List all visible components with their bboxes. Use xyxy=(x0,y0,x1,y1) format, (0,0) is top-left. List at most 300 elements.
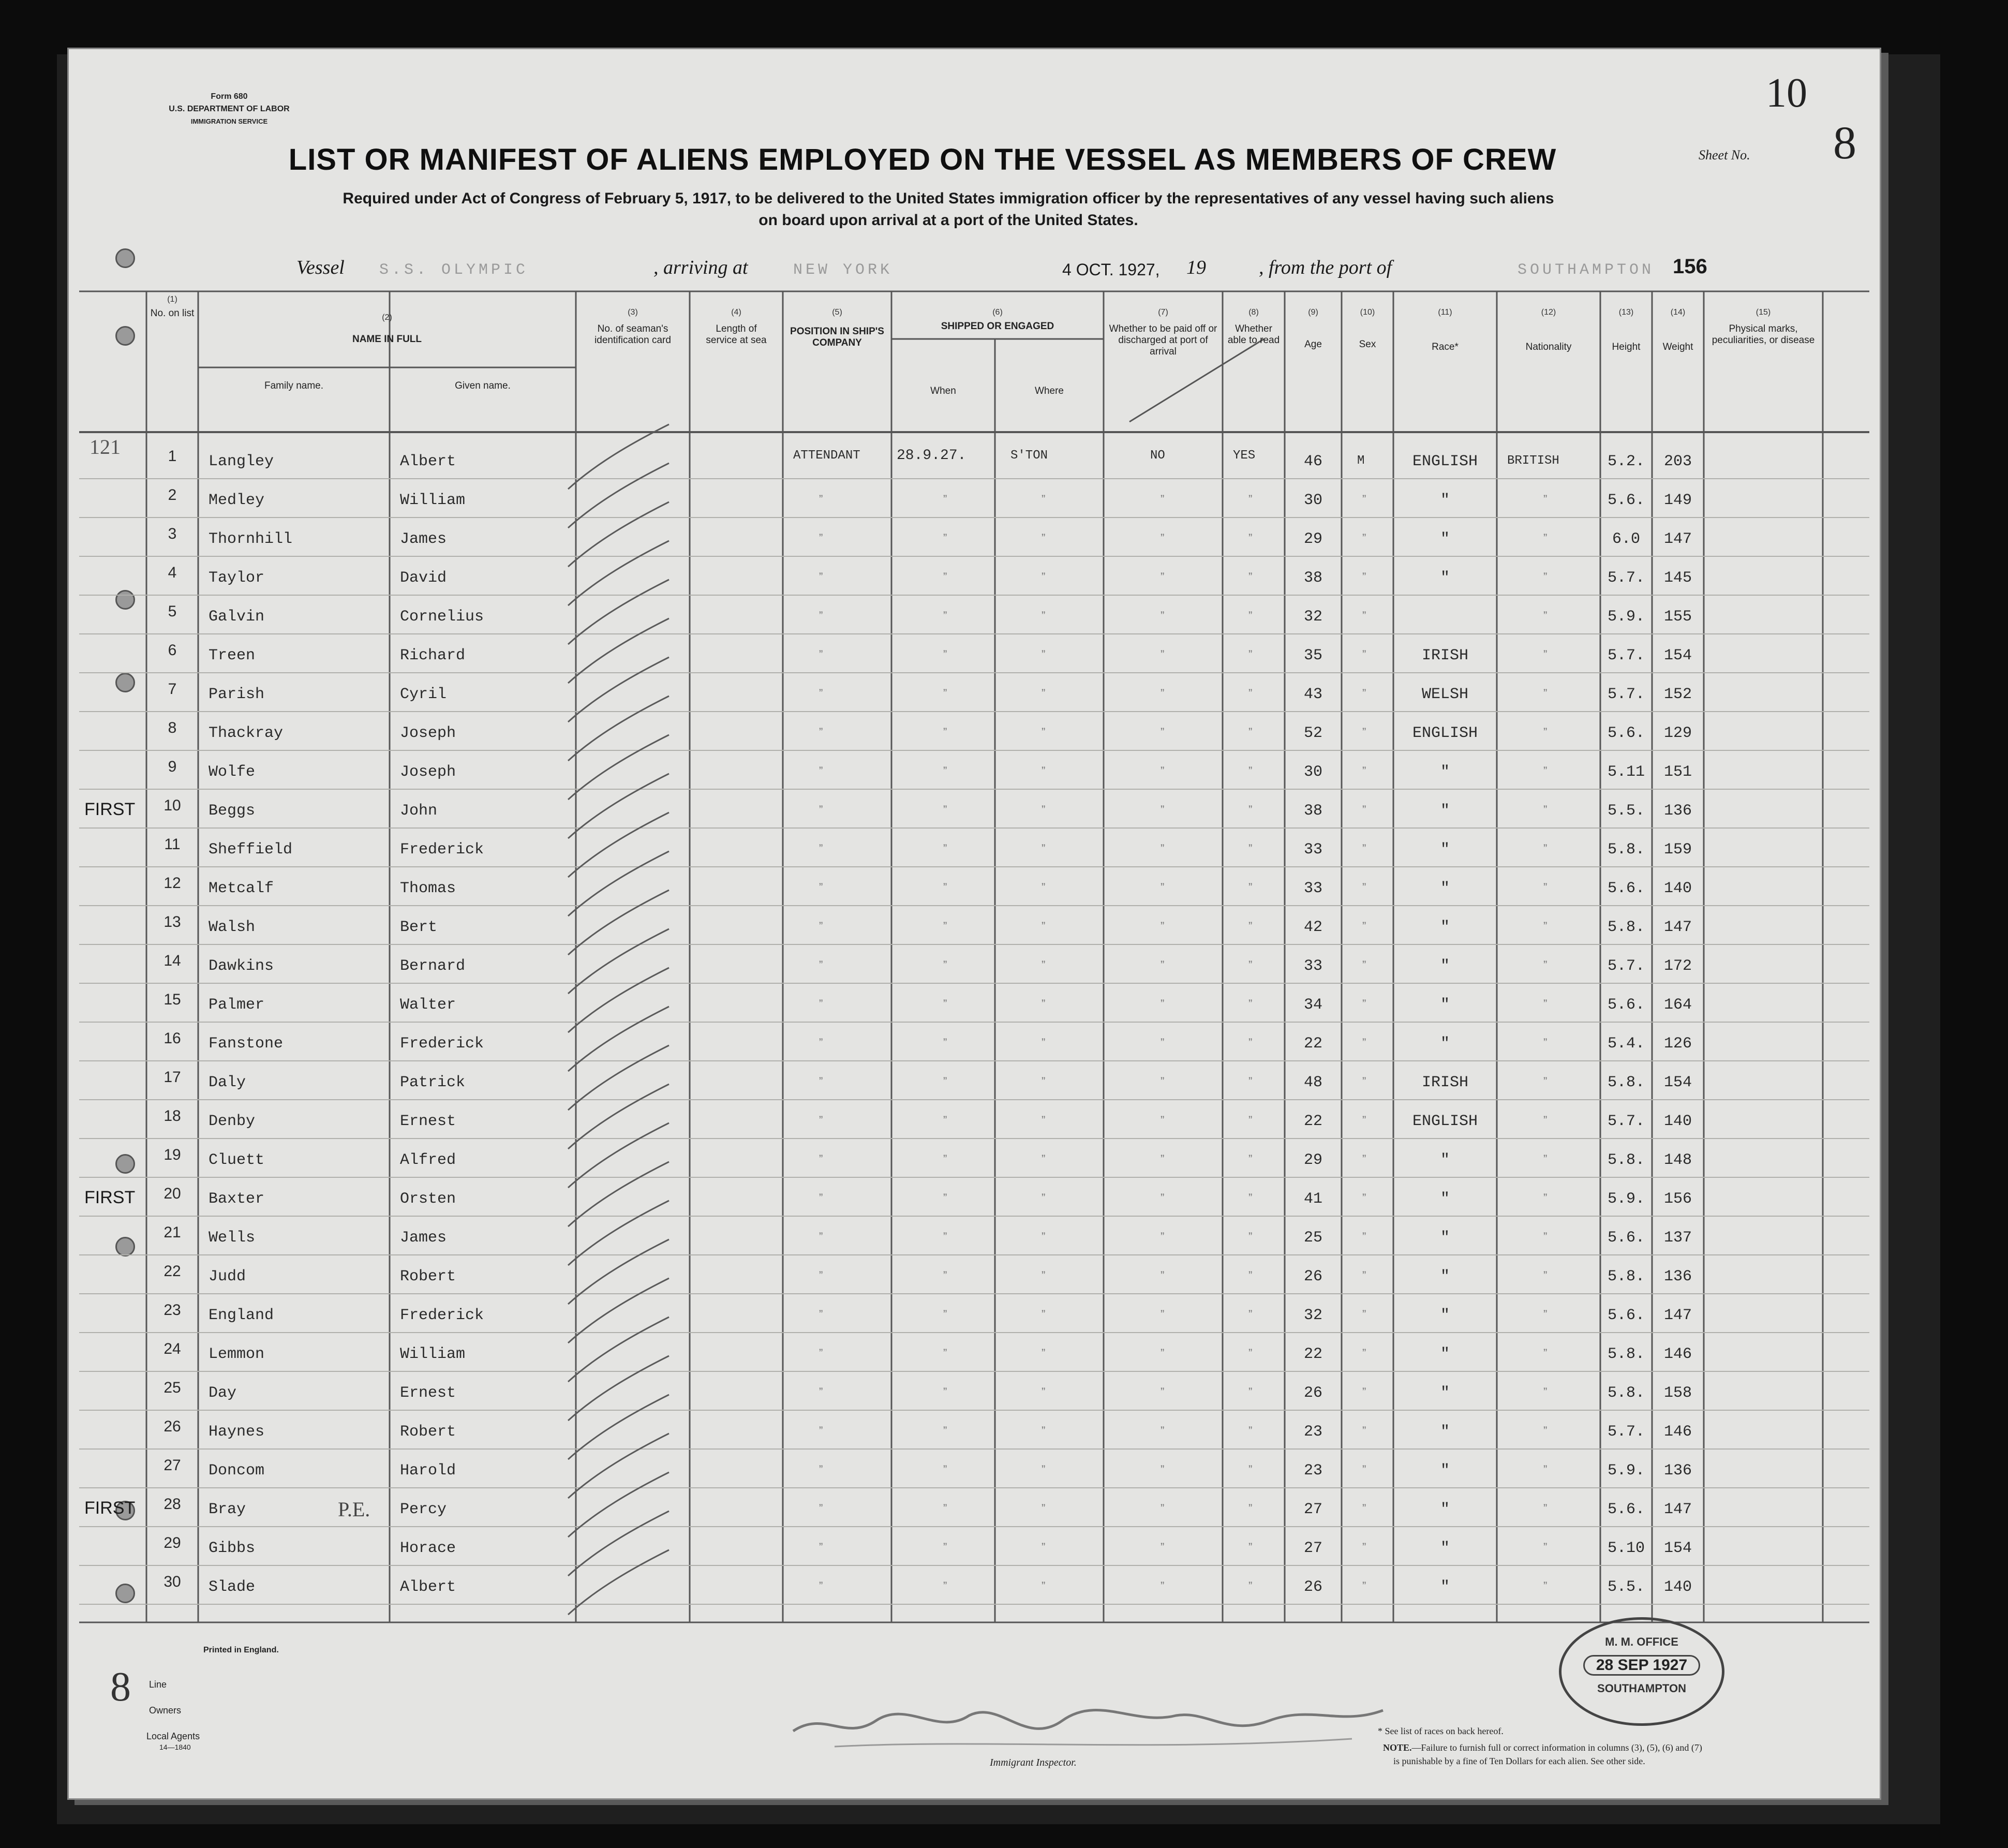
col-header-when: When xyxy=(930,386,956,396)
col-header-height: Height xyxy=(1612,342,1641,352)
row-race: " xyxy=(1440,1268,1450,1285)
row-weight: 147 xyxy=(1663,1307,1692,1324)
ditto-mark: ” xyxy=(1248,1347,1253,1359)
ditto-mark: ” xyxy=(1248,1541,1253,1554)
footnote-fine: is punishable by a fine of Ten Dollars for each alien. See other side. xyxy=(1393,1756,1645,1766)
ditto-mark: ” xyxy=(1362,1114,1366,1127)
row-given: Albert xyxy=(400,453,456,470)
col14-num: (14) xyxy=(1670,308,1686,317)
ditto-mark: ” xyxy=(819,687,823,700)
read-value: YES xyxy=(1233,449,1256,463)
inspector-label: Immigrant Inspector. xyxy=(990,1757,1077,1768)
row-age: 41 xyxy=(1303,1190,1322,1208)
row-height: 5.5. xyxy=(1607,802,1645,820)
row-height: 5.6. xyxy=(1607,492,1645,509)
row-race: IRISH xyxy=(1421,647,1468,664)
row-family: Parish xyxy=(209,686,265,703)
ditto-mark: ” xyxy=(1161,1424,1165,1437)
ditto-mark: ” xyxy=(1248,803,1253,816)
row-weight: 129 xyxy=(1663,725,1692,742)
row-family: Sheffield xyxy=(209,841,293,859)
ditto-mark: ” xyxy=(1362,493,1366,506)
row-race: " xyxy=(1440,880,1450,897)
ditto-mark: ” xyxy=(1543,842,1548,855)
check-stroke xyxy=(568,1162,669,1226)
col15-num: (15) xyxy=(1756,308,1771,317)
ditto-mark: ” xyxy=(1042,609,1046,622)
ditto-mark: ” xyxy=(1248,1424,1253,1437)
col5-num: (5) xyxy=(832,308,842,317)
row-age: 52 xyxy=(1303,725,1322,742)
margin-label: FIRST xyxy=(84,800,136,819)
ditto-mark: ” xyxy=(1161,1191,1165,1204)
ditto-mark: ” xyxy=(1362,1075,1366,1088)
ditto-mark: ” xyxy=(1362,570,1366,583)
row-no: 8 xyxy=(168,719,177,736)
col-header-service: Length of service at sea xyxy=(706,323,767,346)
check-stroke xyxy=(568,1395,669,1459)
ditto-mark: ” xyxy=(1362,1152,1366,1165)
row-family: Taylor xyxy=(209,569,265,587)
ditto-mark: ” xyxy=(1161,1230,1165,1243)
ditto-mark: ” xyxy=(1543,1502,1548,1515)
ditto-mark: ” xyxy=(943,1579,947,1592)
col-header-read: Whether able to read xyxy=(1227,323,1280,346)
row-given: David xyxy=(400,569,447,587)
ditto-mark: ” xyxy=(1161,1308,1165,1321)
row-height: 5.8. xyxy=(1607,1268,1645,1285)
col11-num: (11) xyxy=(1438,308,1452,317)
row-family: Treen xyxy=(209,647,256,664)
ditto-mark: ” xyxy=(1161,1269,1165,1282)
row-age: 34 xyxy=(1303,996,1322,1014)
row-no: 30 xyxy=(163,1573,181,1590)
ditto-mark: ” xyxy=(819,1424,823,1437)
check-stroke xyxy=(568,1201,669,1265)
ditto-mark: ” xyxy=(1248,1230,1253,1243)
row-race: " xyxy=(1440,1346,1450,1363)
manifest-page xyxy=(67,48,1881,1800)
margin-label: FIRST xyxy=(84,1498,136,1518)
col7-num: (7) xyxy=(1158,308,1168,317)
ditto-mark: ” xyxy=(943,881,947,894)
ditto-mark: ” xyxy=(1543,1269,1548,1282)
ditto-mark: ” xyxy=(819,1036,823,1049)
row-family: Slade xyxy=(209,1578,256,1596)
row-height: 5.8. xyxy=(1607,841,1645,859)
ditto-mark: ” xyxy=(1042,648,1046,661)
ditto-mark: ” xyxy=(819,648,823,661)
row-family: Baxter xyxy=(209,1190,265,1208)
row-weight: 152 xyxy=(1663,686,1692,703)
ditto-mark: ” xyxy=(943,1308,947,1321)
row-race: " xyxy=(1440,1423,1450,1441)
row-no: 15 xyxy=(163,991,181,1008)
ditto-mark: ” xyxy=(819,842,823,855)
row-race: " xyxy=(1440,996,1450,1014)
card-check-marks xyxy=(568,424,669,1615)
sheet-number: 8 xyxy=(1833,117,1856,169)
ditto-mark: ” xyxy=(819,1541,823,1554)
row-given: Robert xyxy=(400,1423,456,1441)
row-height: 5.7. xyxy=(1607,957,1645,975)
ditto-mark: ” xyxy=(1161,881,1165,894)
row-height: 5.11 xyxy=(1607,763,1645,781)
ditto-mark: ” xyxy=(819,1385,823,1398)
row-given: Joseph xyxy=(400,725,456,742)
row-family: Haynes xyxy=(209,1423,265,1441)
nationality-value: BRITISH xyxy=(1507,454,1559,468)
row-weight: 155 xyxy=(1663,608,1692,626)
row-height: 5.6. xyxy=(1607,725,1645,742)
ditto-mark: ” xyxy=(1042,1308,1046,1321)
row-height: 5.6. xyxy=(1607,1307,1645,1324)
ditto-mark: ” xyxy=(1042,1347,1046,1359)
row-family: Wells xyxy=(209,1229,256,1247)
row-given: Cornelius xyxy=(400,608,484,626)
check-stroke xyxy=(568,1278,669,1343)
ditto-mark: ” xyxy=(943,1424,947,1437)
row-weight: 147 xyxy=(1663,530,1692,548)
row-race: " xyxy=(1440,1190,1450,1208)
row-age: 22 xyxy=(1303,1113,1322,1130)
sheet-label: Sheet No. xyxy=(1699,147,1750,162)
row-age: 48 xyxy=(1303,1074,1322,1091)
row-given: Albert xyxy=(400,1578,456,1596)
row-no: 14 xyxy=(163,952,181,969)
line-number: 8 xyxy=(110,1664,131,1710)
ditto-mark: ” xyxy=(1362,1502,1366,1515)
ditto-mark: ” xyxy=(819,1269,823,1282)
manifest-number: 156 xyxy=(1673,255,1707,278)
row-age: 42 xyxy=(1303,919,1322,936)
row-weight: 140 xyxy=(1663,1113,1692,1130)
ditto-mark: ” xyxy=(943,1347,947,1359)
ditto-mark: ” xyxy=(1161,1347,1165,1359)
ditto-mark: ” xyxy=(943,1191,947,1204)
ditto-mark: ” xyxy=(1362,1579,1366,1592)
ditto-mark: ” xyxy=(1543,1385,1548,1398)
ditto-mark: ” xyxy=(1042,1075,1046,1088)
ditto-mark: ” xyxy=(1161,1463,1165,1476)
row-race: " xyxy=(1440,1307,1450,1324)
row-age: 38 xyxy=(1303,569,1322,587)
ditto-mark: ” xyxy=(1248,1075,1253,1088)
ditto-mark: ” xyxy=(1362,1385,1366,1398)
ditto-mark: ” xyxy=(1362,1347,1366,1359)
row-race: " xyxy=(1440,569,1450,587)
row-weight: 147 xyxy=(1663,1501,1692,1518)
check-stroke xyxy=(568,968,669,1032)
col-header-position: POSITION IN SHIP'S COMPANY xyxy=(790,326,884,348)
row-race: " xyxy=(1440,919,1450,936)
row-race: IRISH xyxy=(1421,1074,1468,1091)
row-no: 27 xyxy=(163,1457,181,1474)
ditto-mark: ” xyxy=(1161,1541,1165,1554)
ditto-mark: ” xyxy=(819,531,823,544)
ditto-mark: ” xyxy=(1161,920,1165,933)
ditto-mark: ” xyxy=(1248,726,1253,738)
row-no: 29 xyxy=(163,1534,181,1551)
row-weight: 151 xyxy=(1663,763,1692,781)
row-height: 5.8. xyxy=(1607,1384,1645,1402)
ditto-mark: ” xyxy=(1042,531,1046,544)
row-family: England xyxy=(209,1307,274,1324)
ditto-mark: ” xyxy=(1543,881,1548,894)
ditto-mark: ” xyxy=(1543,1463,1548,1476)
ditto-mark: ” xyxy=(1248,648,1253,661)
subtitle-line-1: Required under Act of Congress of February 5, 1917, to be delivered to the United States immigration officer by the representatives of any vessel having such aliens xyxy=(343,190,1554,207)
vessel-name: S.S. OLYMPIC xyxy=(379,261,529,279)
col-header-shipped: SHIPPED OR ENGAGED xyxy=(941,321,1054,332)
page-title: LIST OR MANIFEST OF ALIENS EMPLOYED ON THE VESSEL AS MEMBERS OF CREW xyxy=(288,143,1557,176)
row-family: Galvin xyxy=(209,608,265,626)
ditto-mark: ” xyxy=(1543,803,1548,816)
ditto-mark: ” xyxy=(943,570,947,583)
footnote-races: * See list of races on back hereof. xyxy=(1378,1726,1504,1736)
col12-num: (12) xyxy=(1541,308,1556,317)
row-family: Metcalf xyxy=(209,880,274,897)
row-age: 33 xyxy=(1303,957,1322,975)
row-race: ENGLISH xyxy=(1412,725,1478,742)
ditto-mark: ” xyxy=(943,648,947,661)
ditto-mark: ” xyxy=(819,1347,823,1359)
check-stroke xyxy=(568,618,669,683)
ditto-mark: ” xyxy=(1042,1036,1046,1049)
ditto-mark: ” xyxy=(1543,1191,1548,1204)
ditto-mark: ” xyxy=(1161,687,1165,700)
check-stroke xyxy=(568,851,669,916)
row-height: 5.6. xyxy=(1607,1229,1645,1247)
ditto-mark: ” xyxy=(1042,1385,1046,1398)
row-age: 22 xyxy=(1303,1346,1322,1363)
ditto-mark: ” xyxy=(1042,1269,1046,1282)
ditto-mark: ” xyxy=(1543,1230,1548,1243)
ditto-mark: ” xyxy=(1161,1075,1165,1088)
row-given: John xyxy=(400,802,438,820)
year-label: 19 xyxy=(1186,257,1206,278)
row-family: Palmer xyxy=(209,996,265,1014)
row-race: ENGLISH xyxy=(1412,1113,1478,1130)
row-weight: 136 xyxy=(1663,1462,1692,1480)
ditto-mark: ” xyxy=(1161,1579,1165,1592)
row-family: Daly xyxy=(209,1074,246,1091)
check-stroke xyxy=(568,1511,669,1576)
ditto-mark: ” xyxy=(1543,1308,1548,1321)
row-family: Langley xyxy=(209,453,274,470)
row-race: " xyxy=(1440,1151,1450,1169)
row-given: Horace xyxy=(400,1540,456,1557)
ditto-mark: ” xyxy=(943,1385,947,1398)
ditto-mark: ” xyxy=(1362,803,1366,816)
row-age: 46 xyxy=(1303,453,1322,470)
ditto-mark: ” xyxy=(819,609,823,622)
arrival-date: 4 OCT. 1927, xyxy=(1062,260,1160,279)
ditto-mark: ” xyxy=(1161,1152,1165,1165)
col-header-race: Race* xyxy=(1432,342,1459,352)
ditto-mark: ” xyxy=(1248,1191,1253,1204)
check-stroke xyxy=(568,1123,669,1188)
row-age: 22 xyxy=(1303,1035,1322,1053)
row-height: 5.8. xyxy=(1607,1151,1645,1169)
ditto-mark: ” xyxy=(1248,1036,1253,1049)
ditto-mark: ” xyxy=(819,1463,823,1476)
ditto-mark: ” xyxy=(1543,1347,1548,1359)
row-weight: 158 xyxy=(1663,1384,1692,1402)
row-race: WELSH xyxy=(1421,686,1468,703)
owners-label: Owners xyxy=(149,1705,182,1716)
shipped-when: 28.9.27. xyxy=(897,448,966,464)
row-given: Orsten xyxy=(400,1190,456,1208)
ditto-mark: ” xyxy=(1042,1230,1046,1243)
check-stroke xyxy=(568,1084,669,1149)
col-header-family: Family name. xyxy=(264,380,324,391)
col-header-marks: Physical marks, peculiarities, or disease xyxy=(1712,323,1815,346)
row-given: Bert xyxy=(400,919,438,936)
row-family: Dawkins xyxy=(209,957,274,975)
office-stamp xyxy=(1559,1617,1724,1726)
row-no: 6 xyxy=(168,642,177,659)
footnote-penalty xyxy=(1383,1742,1702,1753)
check-stroke xyxy=(568,541,669,605)
line-label: Line xyxy=(149,1679,167,1690)
ditto-mark: ” xyxy=(1042,570,1046,583)
ditto-mark: ” xyxy=(943,1114,947,1127)
form-number: Form 680 xyxy=(211,92,248,101)
check-stroke xyxy=(568,1007,669,1071)
row-family: Thornhill xyxy=(209,530,293,548)
row-family: Doncom xyxy=(209,1462,265,1480)
row-race: " xyxy=(1440,492,1450,509)
ditto-mark: ” xyxy=(943,726,947,738)
row-weight: 172 xyxy=(1663,957,1692,975)
row-no: 12 xyxy=(163,875,181,892)
row-no: 1 xyxy=(168,448,177,465)
row-given: Robert xyxy=(400,1268,456,1285)
row-family: Medley xyxy=(209,492,265,509)
row-race: " xyxy=(1440,802,1450,820)
ditto-mark: ” xyxy=(1543,687,1548,700)
col-header-weight: Weight xyxy=(1662,342,1693,352)
row-weight: 140 xyxy=(1663,880,1692,897)
ditto-mark: ” xyxy=(1248,920,1253,933)
row-race: " xyxy=(1440,1540,1450,1557)
row-family: Day xyxy=(209,1384,237,1402)
row-age: 23 xyxy=(1303,1423,1322,1441)
row-weight: 145 xyxy=(1663,569,1692,587)
row-given: Alfred xyxy=(400,1151,456,1169)
row-height: 5.4. xyxy=(1607,1035,1645,1053)
row-family: Gibbs xyxy=(209,1540,256,1557)
margin-note: 121 xyxy=(90,435,121,459)
row-height: 5.2. xyxy=(1607,453,1645,470)
row-age: 29 xyxy=(1303,1151,1322,1169)
ditto-mark: ” xyxy=(819,1152,823,1165)
check-stroke xyxy=(568,1239,669,1304)
row-no: 21 xyxy=(163,1224,181,1241)
row-weight: 148 xyxy=(1663,1151,1692,1169)
ditto-mark: ” xyxy=(1362,958,1366,971)
ditto-mark: ” xyxy=(1161,764,1165,777)
ditto-mark: ” xyxy=(1248,997,1253,1010)
row-no: 20 xyxy=(163,1185,181,1202)
pe-annotation: P.E. xyxy=(338,1498,370,1521)
ditto-mark: ” xyxy=(819,1308,823,1321)
ditto-mark: ” xyxy=(1543,1541,1548,1554)
row-family: Denby xyxy=(209,1113,256,1130)
ditto-mark: ” xyxy=(1161,726,1165,738)
row-age: 33 xyxy=(1303,841,1322,859)
ditto-mark: ” xyxy=(1042,803,1046,816)
row-no: 22 xyxy=(163,1263,181,1280)
ditto-mark: ” xyxy=(1248,570,1253,583)
row-family: Wolfe xyxy=(209,763,256,781)
ditto-mark: ” xyxy=(1362,1541,1366,1554)
row-no: 19 xyxy=(163,1146,181,1163)
ditto-mark: ” xyxy=(943,803,947,816)
col13-num: (13) xyxy=(1618,308,1634,317)
ditto-mark: ” xyxy=(1362,920,1366,933)
ditto-mark: ” xyxy=(943,493,947,506)
form-code: 14—1840 xyxy=(159,1743,191,1751)
ditto-mark: ” xyxy=(1042,1191,1046,1204)
note-text: —Failure to furnish full or correct information in columns (3), (5), (6) and (7) xyxy=(1411,1742,1702,1753)
row-age: 32 xyxy=(1303,1307,1322,1324)
ditto-mark: ” xyxy=(1161,1036,1165,1049)
ditto-mark: ” xyxy=(1362,1463,1366,1476)
row-height: 5.6. xyxy=(1607,880,1645,897)
row-given: James xyxy=(400,530,447,548)
ditto-mark: ” xyxy=(1161,997,1165,1010)
row-race: " xyxy=(1440,1229,1450,1247)
row-weight: 146 xyxy=(1663,1423,1692,1441)
row-given: Frederick xyxy=(400,1307,484,1324)
row-weight: 146 xyxy=(1663,1346,1692,1363)
col-header-sex: Sex xyxy=(1359,339,1376,350)
ditto-mark: ” xyxy=(819,1230,823,1243)
row-weight: 154 xyxy=(1663,1074,1692,1091)
check-stroke xyxy=(568,580,669,644)
row-age: 27 xyxy=(1303,1540,1322,1557)
row-height: 5.7. xyxy=(1607,1113,1645,1130)
ditto-mark: ” xyxy=(1543,1152,1548,1165)
row-age: 32 xyxy=(1303,608,1322,626)
ditto-mark: ” xyxy=(1362,1230,1366,1243)
ditto-mark: ” xyxy=(1543,958,1548,971)
row-weight: 164 xyxy=(1663,996,1692,1014)
ditto-mark: ” xyxy=(1042,1502,1046,1515)
ditto-mark: ” xyxy=(1362,1308,1366,1321)
row-height: 5.7. xyxy=(1607,1423,1645,1441)
col-header-where: Where xyxy=(1035,386,1064,396)
row-weight: 126 xyxy=(1663,1035,1692,1053)
row-weight: 156 xyxy=(1663,1190,1692,1208)
row-race: " xyxy=(1440,957,1450,975)
shipped-where: S'TON xyxy=(1010,449,1048,463)
corner-number: 10 xyxy=(1766,70,1807,116)
ditto-mark: ” xyxy=(819,726,823,738)
ditto-mark: ” xyxy=(1543,1114,1548,1127)
row-race: " xyxy=(1440,1501,1450,1518)
service: IMMIGRATION SERVICE xyxy=(190,117,268,125)
arriving-label: , arriving at xyxy=(653,257,748,278)
ditto-mark: ” xyxy=(1161,958,1165,971)
row-no: 4 xyxy=(168,564,177,581)
ditto-mark: ” xyxy=(819,1579,823,1592)
row-weight: 147 xyxy=(1663,919,1692,936)
ditto-mark: ” xyxy=(1042,920,1046,933)
ditto-mark: ” xyxy=(1042,1579,1046,1592)
